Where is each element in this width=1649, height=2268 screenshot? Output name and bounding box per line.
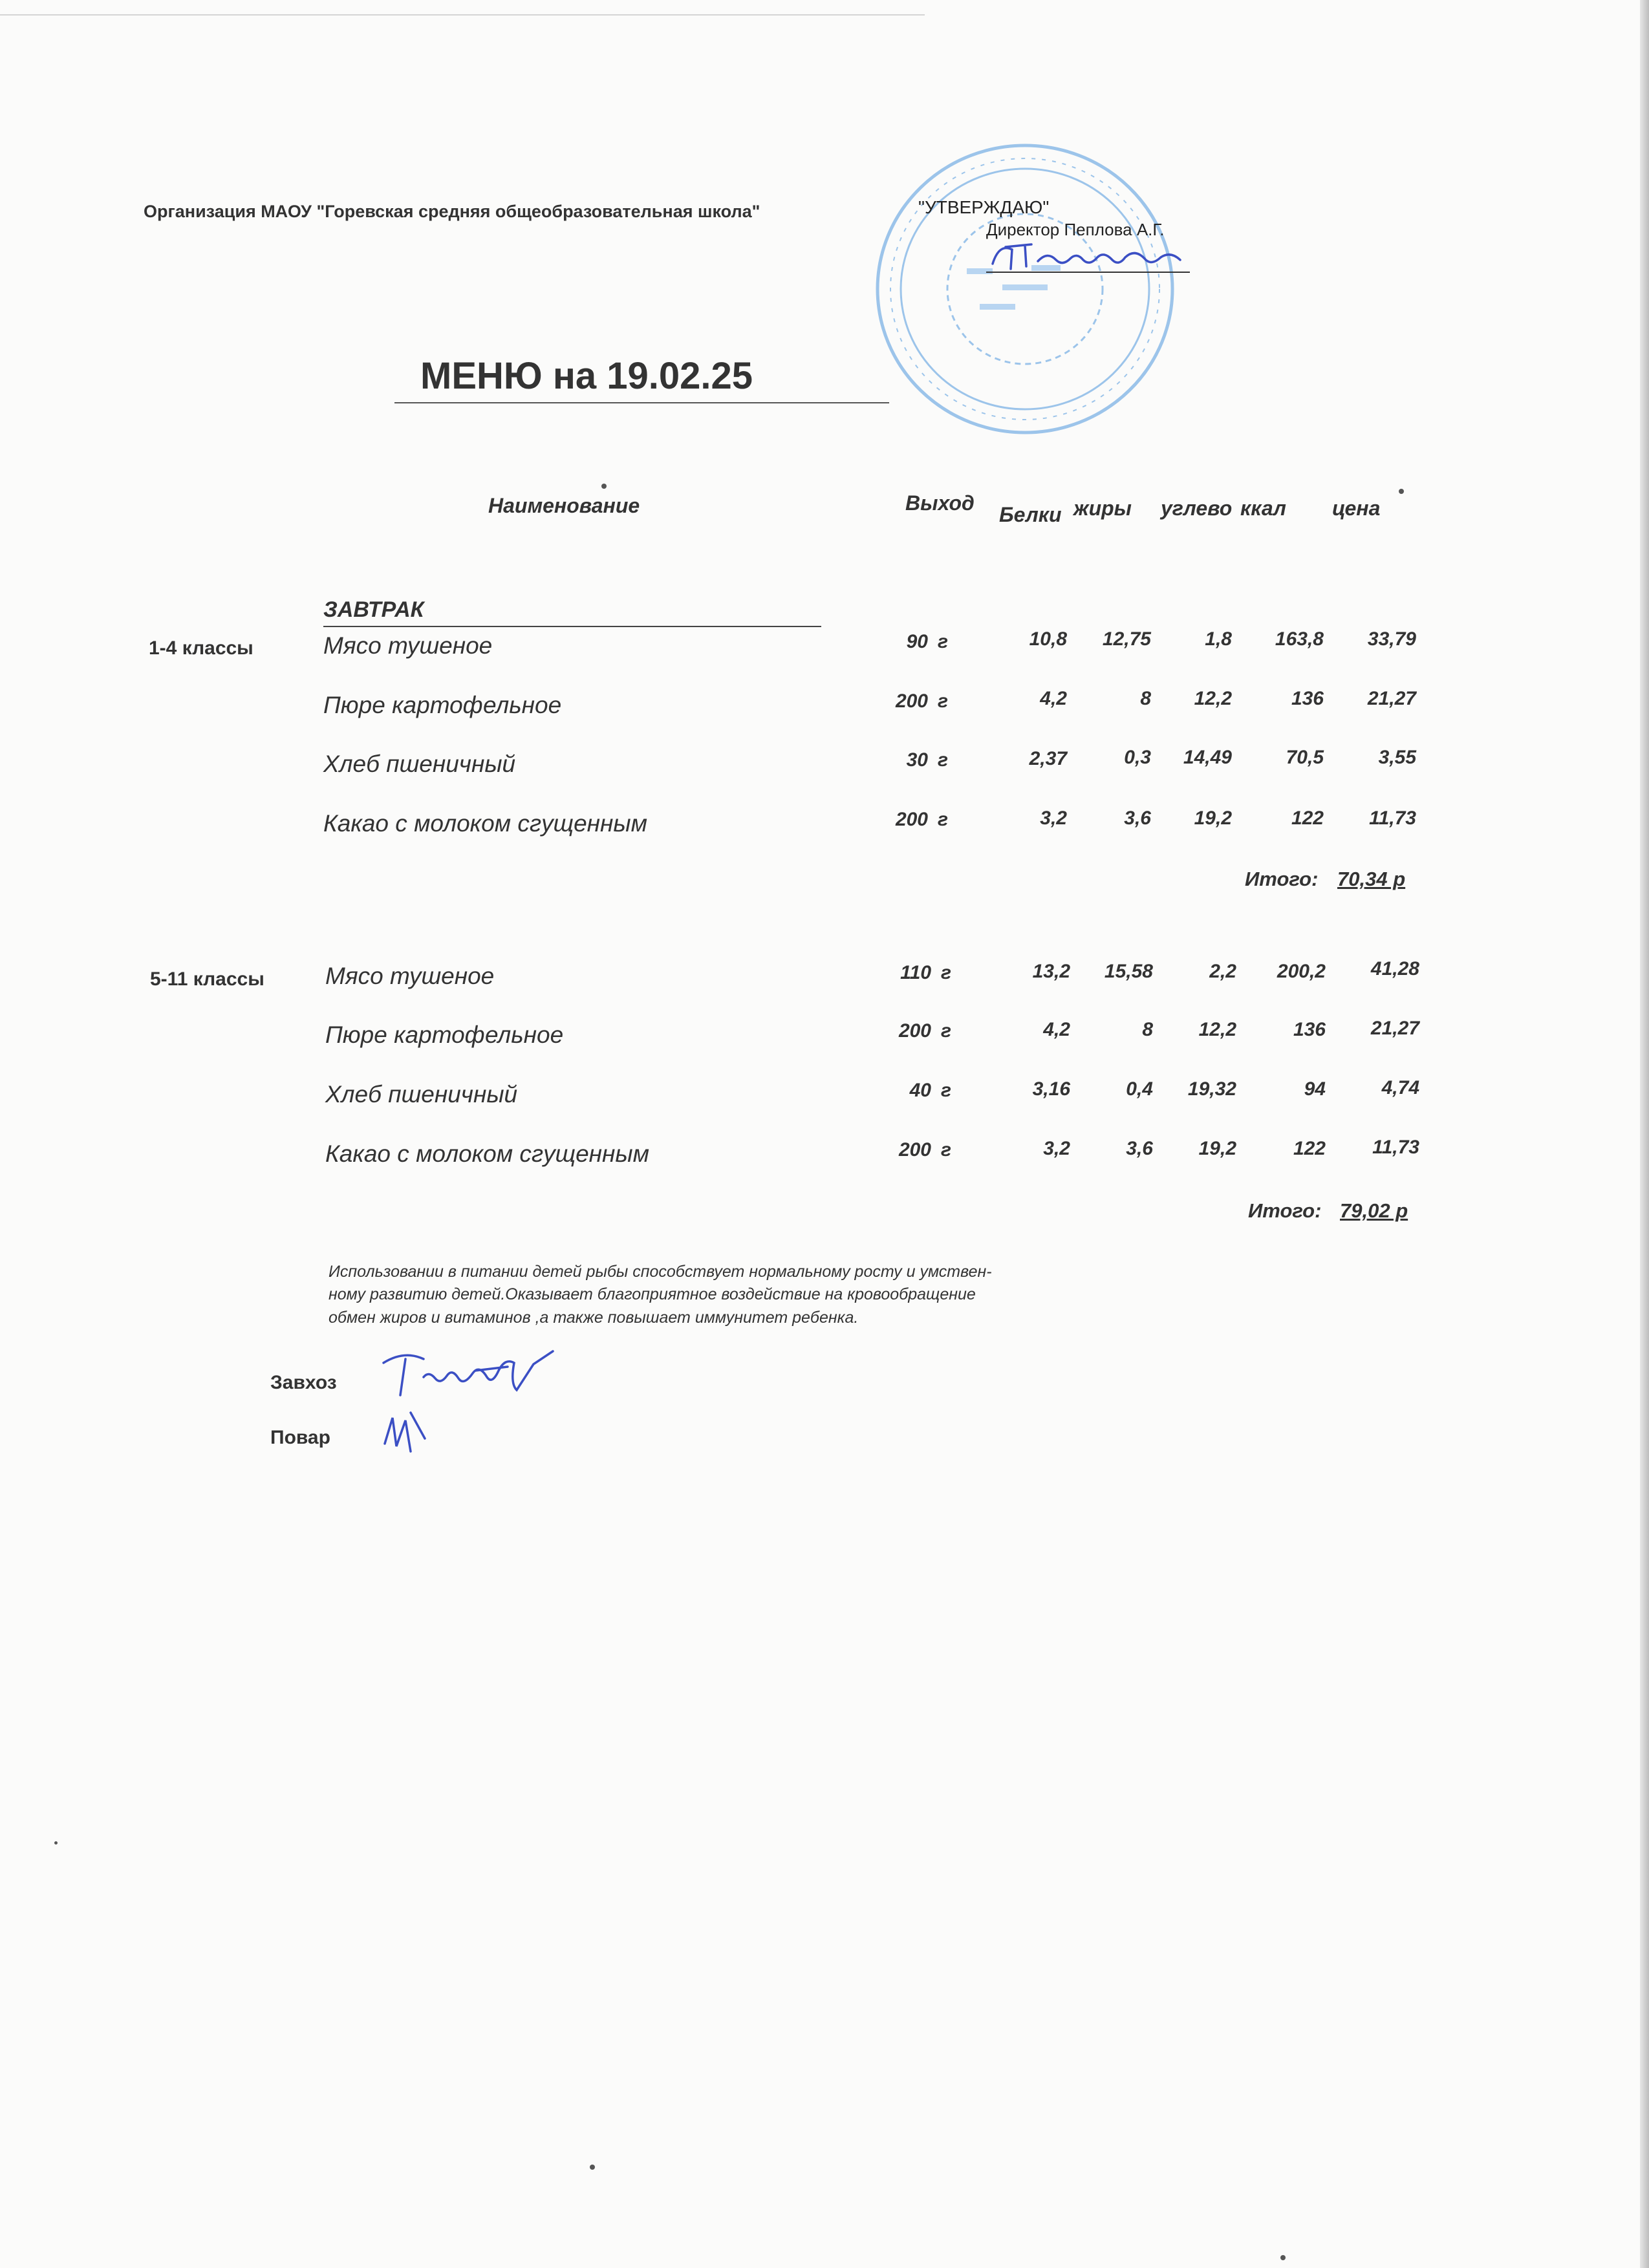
dish-fat: 3,6 [1126,1138,1153,1159]
official-stamp [870,139,1180,443]
dish-fat: 15,58 [1104,961,1153,982]
dish-unit: г [938,749,949,771]
note-line: ному развитию детей.Оказывает благоприятное воздействие на кровообращение [329,1285,976,1303]
total-label: Итого: [1245,868,1319,890]
page-title: МЕНЮ на 19.02.25 [420,355,753,397]
cook-label: Повар [270,1427,330,1448]
dish-carbs: 19,2 [1198,1138,1236,1159]
dish-kcal: 94 [1304,1078,1326,1100]
dish-weight: 110 [900,962,931,983]
dish-name: Хлеб пшеничный [325,1081,518,1107]
dish-price: 3,55 [1378,747,1416,768]
total-value: 70,34 р [1337,868,1406,890]
scan-top-edge [0,14,925,16]
dish-price: 4,74 [1381,1077,1419,1098]
dish-unit: г [938,690,949,712]
signature-line [986,272,1190,273]
dish-name: Мясо тушеное [323,632,493,659]
scan-speck [1280,2255,1286,2260]
dish-carbs: 2,2 [1209,961,1236,982]
grade-label: 5-11 классы [150,968,264,990]
dish-kcal: 200,2 [1277,961,1326,982]
dish-name: Мясо тушеное [325,963,495,989]
scan-right-edge [1640,0,1649,2268]
dish-weight: 40 [909,1080,931,1101]
dish-kcal: 122 [1293,1138,1326,1159]
dish-weight: 200 [898,1020,931,1042]
dish-protein: 3,16 [1032,1078,1070,1100]
approve-label: "УТВЕРЖДАЮ" [918,197,1050,217]
dish-kcal: 163,8 [1275,628,1324,650]
scan-speck [601,484,607,489]
dish-fat: 3,6 [1124,808,1151,829]
dish-protein: 10,8 [1029,628,1067,650]
dish-weight: 30 [906,749,928,771]
dish-name: Хлеб пшеничный [323,751,516,777]
dish-unit: г [938,809,949,830]
dish-protein: 3,2 [1040,808,1067,829]
dish-name: Пюре картофельное [325,1022,564,1048]
dish-protein: 4,2 [1043,1019,1070,1040]
dish-weight: 200 [895,809,928,830]
col-fat: жиры [1073,497,1132,520]
dish-kcal: 136 [1291,688,1324,709]
organization-line: Организация МАОУ "Горевская средняя общеобразовательная школа" [144,202,760,221]
dish-carbs: 19,2 [1194,808,1232,829]
dish-carbs: 1,8 [1205,628,1232,650]
col-output: Выход [905,491,975,515]
dish-name: Какао с молоком сгущенным [323,810,647,837]
dish-price: 21,27 [1370,1018,1419,1039]
storekeeper-label: Завхоз [270,1372,337,1393]
col-protein: Белки [999,503,1062,526]
meal-heading: ЗАВТРАК [323,597,424,622]
dish-kcal: 70,5 [1286,747,1324,768]
dish-unit: г [941,1080,952,1101]
col-price: цена [1332,497,1381,520]
dish-carbs: 19,32 [1187,1078,1236,1100]
dish-price: 33,79 [1367,628,1416,650]
scan-speck [590,2165,595,2170]
dish-unit: г [941,1020,952,1042]
dish-carbs: 12,2 [1194,688,1232,709]
dish-protein: 4,2 [1040,688,1067,709]
note-line: обмен жиров и витаминов ,а также повышает иммунитет ребенка. [329,1309,859,1327]
dish-price: 21,27 [1367,688,1416,709]
dish-protein: 2,37 [1029,748,1067,769]
dish-fat: 12,75 [1102,628,1151,650]
dish-price: 11,73 [1372,1137,1419,1158]
dish-name: Какао с молоком сгущенным [325,1140,649,1167]
dish-weight: 90 [906,631,928,652]
dish-unit: г [941,1139,952,1161]
dish-protein: 13,2 [1032,961,1070,982]
grade-label: 1-4 классы [149,637,253,659]
dish-kcal: 122 [1291,808,1324,829]
cook-signature [378,1406,436,1458]
dish-weight: 200 [895,690,928,712]
col-carbs: углево [1161,497,1233,520]
total-label: Итого: [1248,1199,1322,1222]
dish-kcal: 136 [1293,1019,1326,1040]
director-signature [986,238,1193,277]
meal-underline [323,626,821,627]
note-line: Использовании в питании детей рыбы способствует нормальному росту и умствен- [329,1263,992,1281]
dish-name: Пюре картофельное [323,692,562,718]
storekeeper-signature [378,1345,566,1403]
director-name: Директор Пеплова А.Г. [986,220,1165,239]
dish-fat: 0,3 [1124,747,1151,768]
dish-fat: 8 [1140,688,1151,709]
dish-carbs: 14,49 [1183,747,1232,768]
dish-price: 41,28 [1370,958,1419,979]
dish-fat: 0,4 [1126,1078,1153,1100]
title-underline [394,402,889,403]
dish-unit: г [938,631,949,652]
total-value: 79,02 р [1340,1199,1408,1222]
scan-speck [1399,489,1404,494]
dish-price: 11,73 [1369,808,1416,829]
col-name: Наименование [488,494,640,517]
dish-carbs: 12,2 [1198,1019,1236,1040]
dish-unit: г [941,962,952,983]
dish-fat: 8 [1142,1019,1153,1040]
dish-protein: 3,2 [1043,1138,1070,1159]
scan-speck [54,1841,58,1845]
col-kcal: ккал [1240,497,1286,520]
dish-weight: 200 [898,1139,931,1161]
